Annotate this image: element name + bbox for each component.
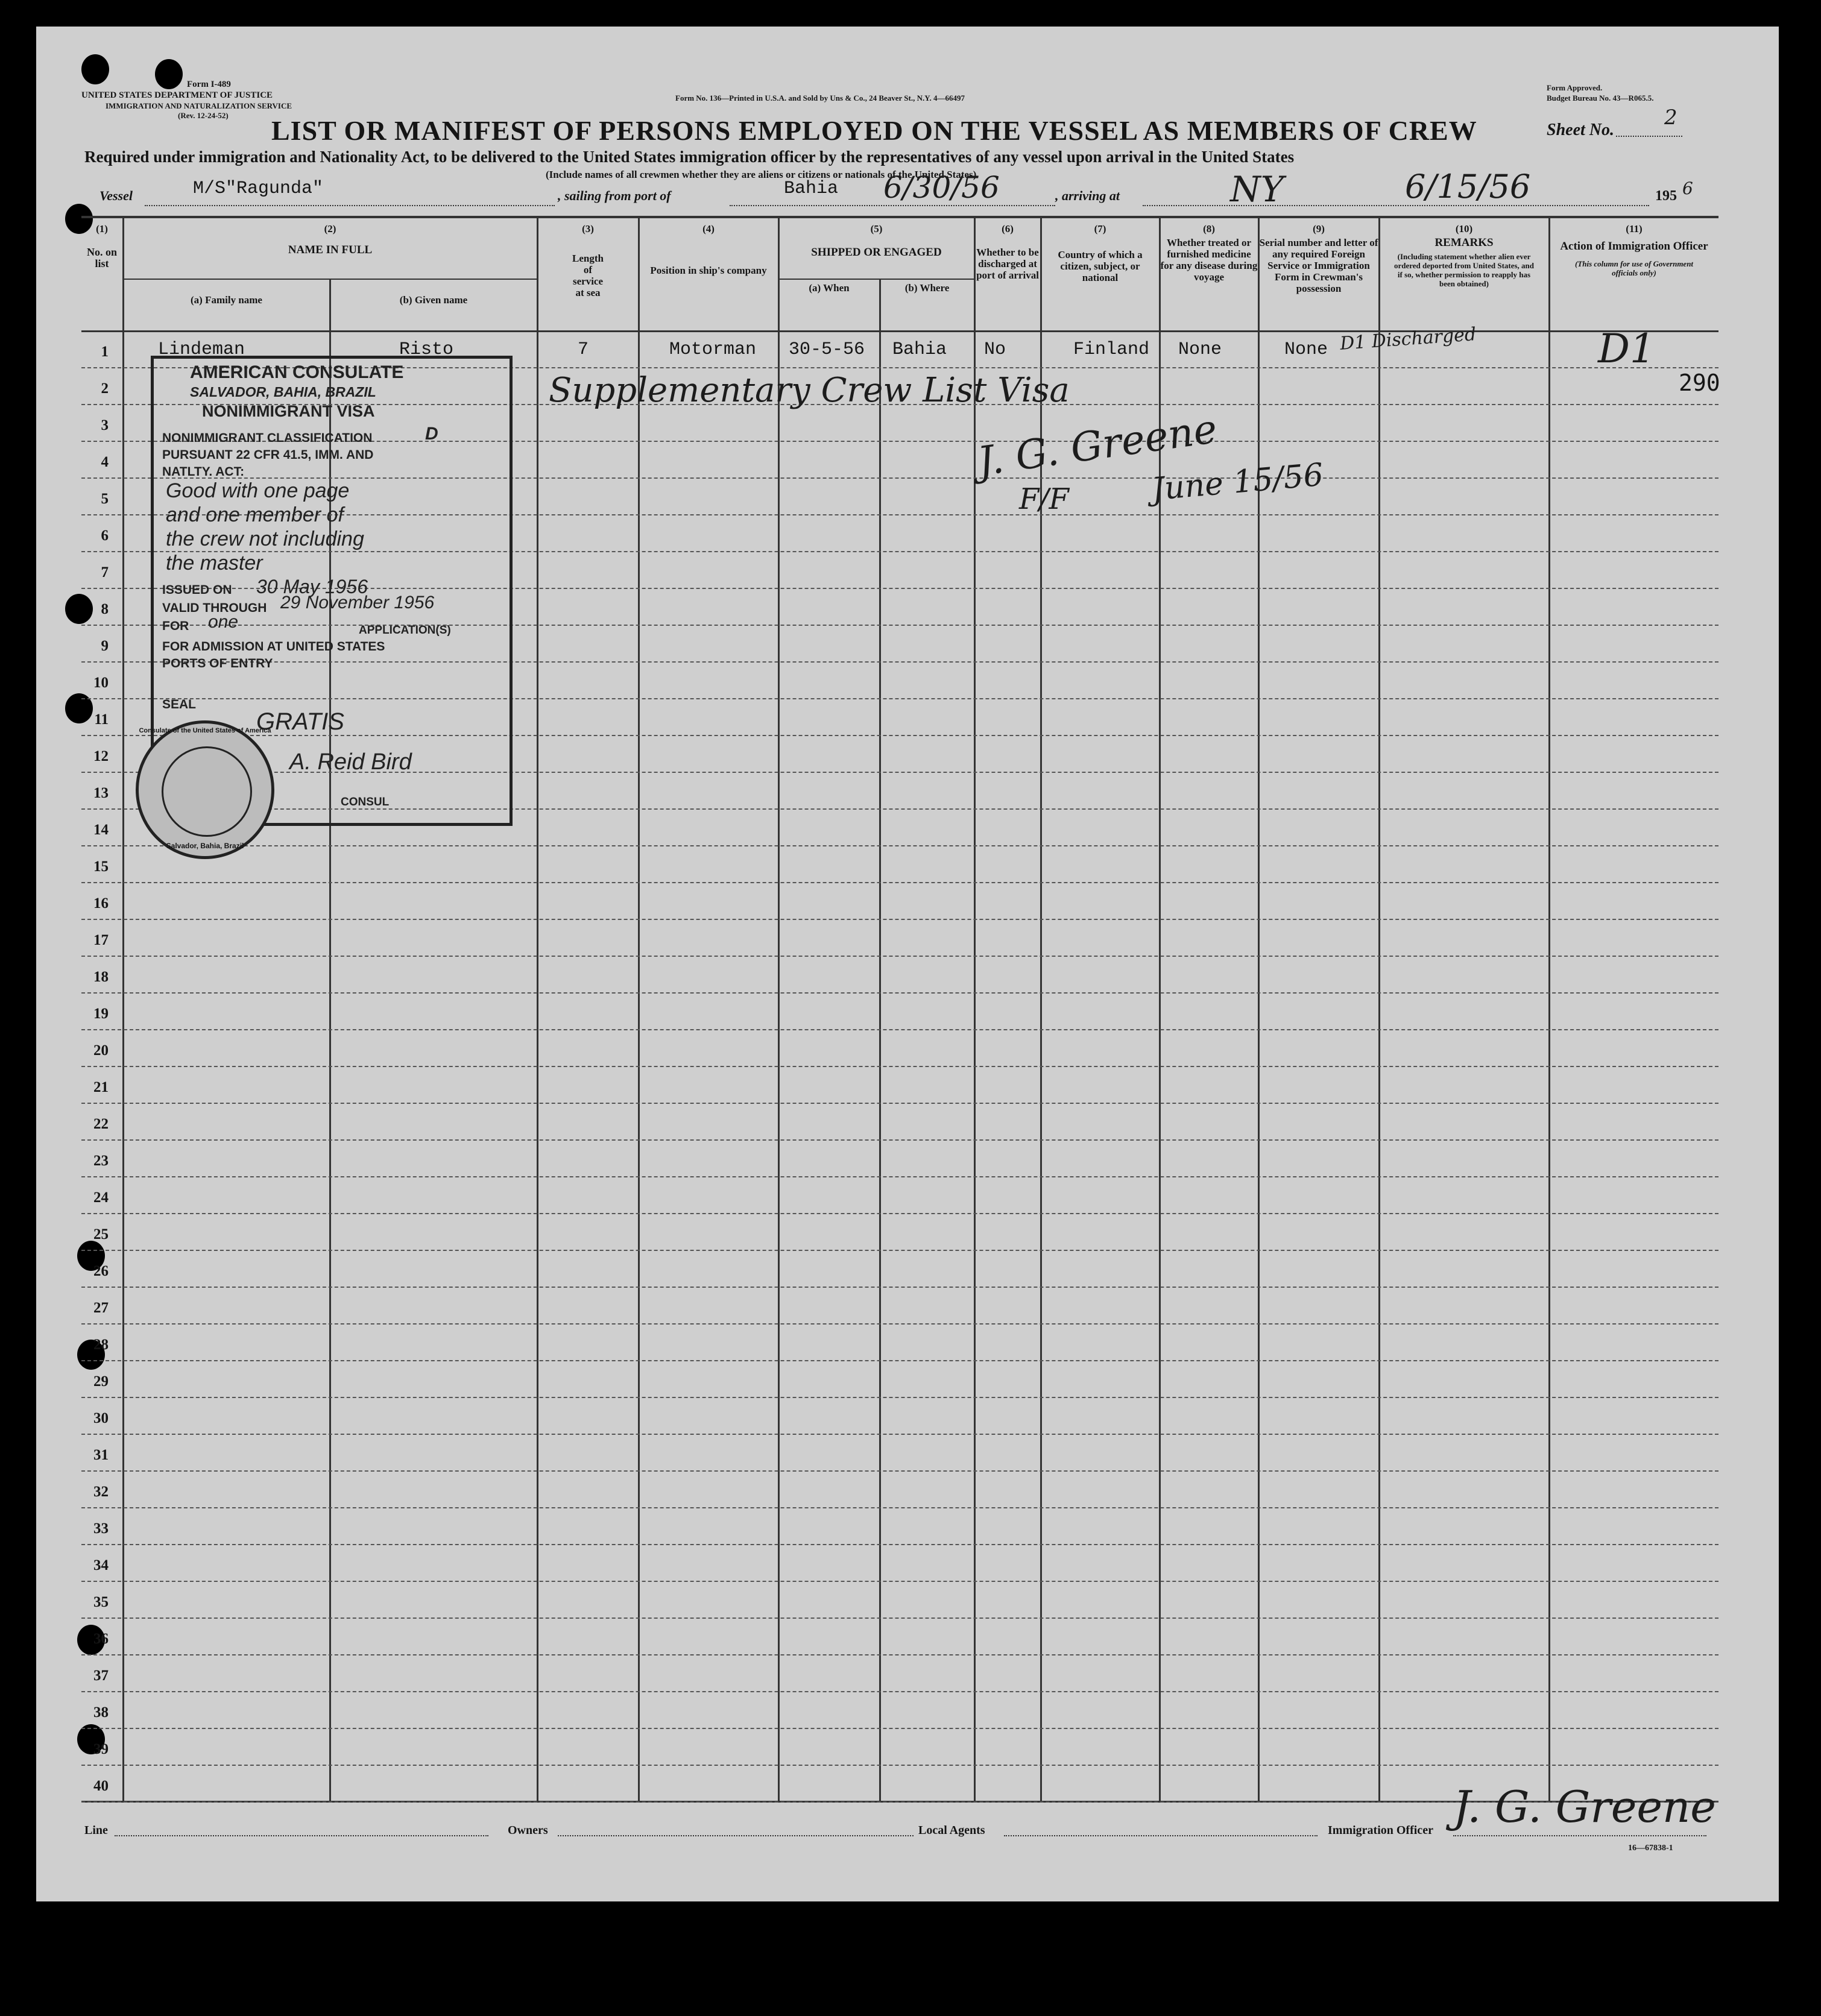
page-number: 290 — [1679, 370, 1720, 396]
row-number: 15 — [93, 858, 109, 875]
footer-line-label: Line — [84, 1824, 108, 1837]
row1-serial: None — [1284, 339, 1328, 360]
row-number: 32 — [93, 1484, 109, 1500]
row-number: 14 — [93, 822, 109, 838]
column-divider — [638, 217, 640, 1801]
row-number: 18 — [93, 969, 109, 985]
stamp-seal-label: SEAL — [162, 698, 197, 711]
row-line — [81, 1397, 1718, 1398]
footer-agents-underline — [1004, 1835, 1318, 1836]
row-number: 16 — [93, 895, 109, 912]
row-line — [81, 1066, 1718, 1067]
row-number: 33 — [93, 1520, 109, 1537]
row-number: 37 — [93, 1668, 109, 1684]
stamp-pursuant: PURSUANT 22 CFR 41.5, IMM. AND — [162, 448, 374, 462]
service: IMMIGRATION AND NATURALIZATION SERVICE — [106, 101, 292, 110]
footer-owners-underline — [558, 1835, 914, 1836]
col9-header: (9) Serial number and letter of any required Foreign Service or Immigration Form in Crewman's possession — [1259, 223, 1378, 294]
stamp-valid-value: 29 November 1956 — [280, 593, 435, 613]
footer-officer-label: Immigration Officer — [1328, 1824, 1433, 1837]
stamp-application: APPLICATION(S) — [359, 624, 451, 637]
row-number: 31 — [93, 1447, 109, 1463]
year-value: 6 — [1682, 178, 1693, 198]
col7-header: (7) Country of which a citizen, subject, or national — [1058, 223, 1143, 283]
include-note: (Include names of all crewmen whether they are aliens or citizens or nationals of the United States) — [546, 169, 977, 180]
stamp-city: SALVADOR, BAHIA, BRAZIL — [190, 384, 376, 400]
row-line — [81, 1029, 1718, 1030]
row-number: 3 — [101, 417, 109, 433]
sheet-underline — [1616, 136, 1682, 137]
col5a-header: (a) When — [809, 282, 850, 294]
revision: (Rev. 12-24-52) — [178, 111, 229, 120]
stamp-visa-type: NONIMMIGRANT VISA — [202, 402, 375, 420]
subtitle: Required under immigration and Nationality Act, to be delivered to the United States immigration officer by the representatives of any vessel upon arrival in the United States — [84, 148, 1295, 166]
binder-hole — [155, 59, 183, 89]
stamp-handnote-1: Good with one page — [166, 479, 350, 502]
row1-where: Bahia — [892, 339, 947, 360]
col2a-header: (a) Family name — [191, 294, 262, 306]
arriving-underline — [1143, 205, 1649, 206]
row-line — [81, 1176, 1718, 1177]
row-number: 25 — [93, 1226, 109, 1243]
column-divider — [122, 217, 124, 1801]
row-number: 28 — [93, 1337, 109, 1353]
ff-mark: F/F — [1019, 482, 1069, 516]
footer-owners-label: Owners — [508, 1824, 548, 1837]
row1-when: 30-5-56 — [789, 339, 865, 360]
col8-header: (8) Whether treated or furnished medicine for any disease during voyage — [1160, 223, 1258, 283]
row-line — [81, 1360, 1718, 1361]
footer-line-underline — [115, 1835, 488, 1836]
column-divider — [1548, 217, 1550, 1801]
consulate-seal — [136, 720, 274, 859]
col10-header: (10) REMARKS (Including statement whether alien ever ordered deported from United States, and if so, whether permission to reapply has been obtained) — [1393, 223, 1535, 288]
binder-hole — [81, 54, 109, 84]
row-number: 27 — [93, 1300, 109, 1316]
row1-action: D1 — [1598, 326, 1655, 372]
stamp-signature: A. Reid Bird — [289, 749, 412, 775]
row-line — [81, 1434, 1718, 1435]
row-number: 39 — [93, 1741, 109, 1757]
row-line — [81, 1287, 1718, 1288]
row-number: 29 — [93, 1373, 109, 1390]
sheet-value: 2 — [1664, 106, 1677, 130]
row-number: 2 — [101, 380, 109, 397]
row1-position: Motorman — [669, 339, 757, 360]
row1-family-name: Lindeman — [158, 339, 245, 360]
row-number: 23 — [93, 1153, 109, 1169]
seal-text-top: Consulate of the United States of America — [139, 727, 271, 734]
stamp-for-label: FOR — [162, 619, 189, 633]
column-divider — [537, 217, 538, 1801]
stamp-handnote-3: the crew not including — [166, 528, 364, 550]
row-number: 35 — [93, 1594, 109, 1610]
row-number: 1 — [101, 344, 109, 360]
seal-eagle-emblem — [162, 746, 252, 837]
stamp-admission: FOR ADMISSION AT UNITED STATES — [162, 640, 385, 654]
col5b-header: (b) Where — [904, 282, 950, 294]
row-line — [81, 1213, 1718, 1214]
form-number: Form I-489 — [187, 80, 231, 89]
row-number: 17 — [93, 932, 109, 948]
row-line — [81, 1691, 1718, 1692]
sailing-date: 6/30/56 — [883, 170, 1000, 205]
row1-given-name: Risto — [399, 339, 454, 360]
row-number: 22 — [93, 1116, 109, 1132]
stamp-handnote-4: the master — [166, 552, 263, 575]
row-number: 36 — [93, 1631, 109, 1647]
row-number: 10 — [93, 675, 109, 691]
row-number: 7 — [101, 564, 109, 581]
column-divider — [1258, 217, 1260, 1801]
row-number: 38 — [93, 1704, 109, 1721]
budget-bureau: Budget Bureau No. 43—R065.5. — [1547, 93, 1654, 102]
supplementary-note: Supplementary Crew List Visa — [549, 371, 1070, 410]
row-number: 8 — [101, 601, 109, 617]
row-line — [81, 1581, 1718, 1582]
row-line — [81, 1618, 1718, 1619]
stamp-for-value: one — [208, 612, 239, 632]
handwritten-date: June 15/56 — [1150, 456, 1325, 508]
row-number: 11 — [94, 711, 109, 728]
stamp-consul: CONSUL — [341, 796, 390, 808]
row-line — [81, 1139, 1718, 1141]
row-number: 30 — [93, 1410, 109, 1426]
row1-remarks: D1 Discharged — [1339, 324, 1477, 354]
row1-country: Finland — [1073, 339, 1150, 360]
column-divider — [879, 279, 881, 1801]
stamp-handnote-2: and one member of — [166, 503, 344, 526]
vessel-value: M/S"Ragunda" — [193, 178, 324, 199]
row-number: 34 — [93, 1557, 109, 1573]
col2b-header: (b) Given name — [399, 294, 468, 306]
column-divider — [778, 217, 780, 1801]
row-line — [81, 1544, 1718, 1545]
row-line — [81, 1765, 1718, 1766]
row-line — [81, 1507, 1718, 1508]
row-line — [81, 1470, 1718, 1472]
row-line — [81, 1654, 1718, 1655]
arriving-label: , arriving at — [1055, 188, 1120, 203]
row-line — [81, 1728, 1718, 1729]
column-divider — [1378, 217, 1380, 1801]
vessel-label: Vessel — [99, 188, 133, 203]
col1-header: (1) No. on list — [86, 223, 117, 269]
sailing-label: , sailing from port of — [558, 188, 671, 203]
stamp-ports: PORTS OF ENTRY — [162, 657, 273, 670]
row-line — [81, 1250, 1718, 1251]
seal-text-bottom: Salvador, Bahia, Brazil — [166, 842, 244, 850]
stamp-valid-label: VALID THROUGH — [162, 601, 267, 615]
department: UNITED STATES DEPARTMENT OF JUSTICE — [81, 90, 273, 100]
form-approved: Form Approved. — [1547, 83, 1603, 92]
row-number: 26 — [93, 1263, 109, 1279]
stamp-consulate: AMERICAN CONSULATE — [190, 362, 404, 382]
row-number: 24 — [93, 1189, 109, 1206]
shipped-subhead-line — [778, 279, 974, 280]
stamp-classification-value: D — [425, 424, 438, 444]
footer-agents-label: Local Agents — [918, 1824, 985, 1837]
row1-service: 7 — [578, 339, 589, 360]
row-line — [81, 919, 1718, 920]
col4-header: (4) Position in ship's company — [650, 223, 767, 276]
row-line — [81, 882, 1718, 883]
sailing-port: Bahia — [784, 178, 839, 199]
row-number: 5 — [101, 491, 109, 507]
footer-code: 16—67838-1 — [1628, 1844, 1673, 1853]
row-number: 20 — [93, 1042, 109, 1059]
arriving-port: NY — [1230, 169, 1284, 210]
stamp-issued-value: 30 May 1956 — [256, 576, 368, 597]
col6-header: (6) Whether to be discharged at port of arrival — [976, 223, 1039, 281]
col11-header: (11) Action of Immigration Officer (This column for use of Government officials only) — [1560, 223, 1708, 277]
col5-header: (5) SHIPPED OR ENGAGED — [811, 223, 942, 259]
vessel-underline — [145, 205, 555, 206]
stamp-gratis: GRATIS — [256, 708, 344, 735]
col2-header: (2) NAME IN FULL — [288, 223, 373, 256]
row-line — [81, 1103, 1718, 1104]
row1-treated: None — [1178, 339, 1222, 360]
row-number: 12 — [93, 748, 109, 764]
row-line — [81, 845, 1718, 846]
year-label: 195 — [1655, 188, 1677, 204]
stamp-issued-label: ISSUED ON — [162, 583, 232, 597]
row-number: 13 — [93, 785, 109, 801]
row-line — [81, 1323, 1718, 1325]
arriving-date: 6/15/56 — [1405, 168, 1531, 206]
row-number: 21 — [93, 1079, 109, 1095]
column-divider — [974, 217, 976, 1801]
stamp-classification: NONIMMIGRANT CLASSIFICATION — [162, 431, 373, 445]
row-line — [81, 956, 1718, 957]
row-number: 40 — [93, 1778, 109, 1794]
row-number: 9 — [101, 638, 109, 654]
stamp-act: NATLTY. ACT: — [162, 465, 245, 479]
sailing-underline — [730, 205, 1055, 206]
footer-officer-underline — [1453, 1835, 1706, 1836]
row-number: 6 — [101, 528, 109, 544]
officer-signature: J. G. Greene — [1453, 1781, 1716, 1832]
col3-header: (3) Length of service at sea — [572, 223, 604, 298]
row-number: 19 — [93, 1006, 109, 1022]
sheet-label: Sheet No. — [1547, 121, 1614, 139]
officer-initials: J. G. Greene — [974, 405, 1220, 485]
row-line — [81, 992, 1718, 994]
row1-discharged: No — [984, 339, 1006, 360]
row-number: 4 — [101, 454, 109, 470]
printer-note: Form No. 136—Printed in U.S.A. and Sold by Uns & Co., 24 Beaver St., N.Y. 4—66497 — [675, 93, 965, 102]
page-title: LIST OR MANIFEST OF PERSONS EMPLOYED ON THE VESSEL AS MEMBERS OF CREW — [271, 115, 1477, 146]
